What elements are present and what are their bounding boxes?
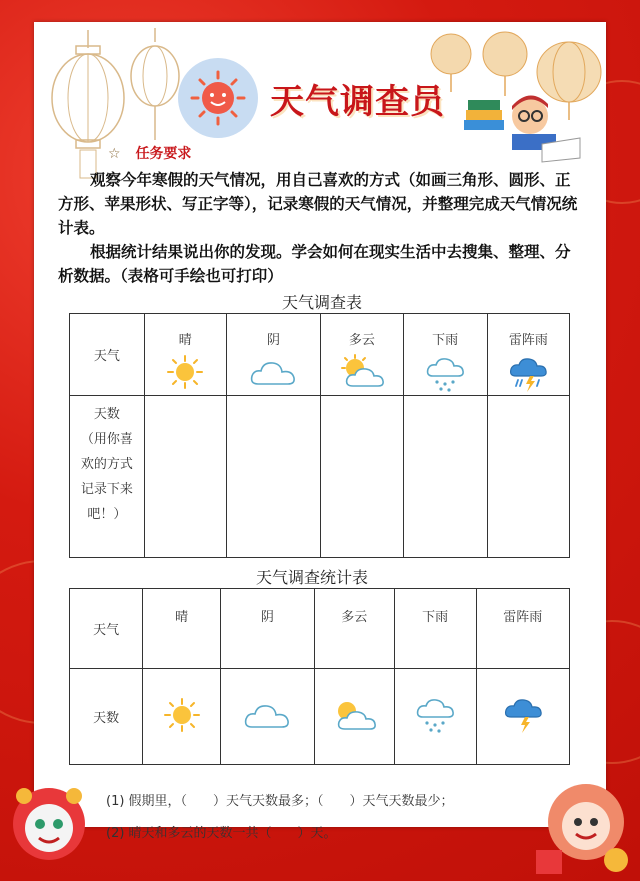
record-cell-sunny[interactable] <box>144 396 226 558</box>
col-partly-cloudy: 多云 <box>314 589 394 669</box>
rain-icon <box>425 354 465 394</box>
partly-cloudy-icon <box>331 697 377 733</box>
rain-icon <box>415 695 455 735</box>
record-cell-partly-cloudy[interactable] <box>321 396 404 558</box>
boy-reading-illustration <box>462 84 582 164</box>
sun-icon <box>165 354 205 390</box>
stat-cell-sunny[interactable] <box>143 669 221 765</box>
sun-badge <box>178 58 258 138</box>
col-rain: 下雨 <box>394 589 476 669</box>
instruction-paragraph-2: 根据统计结果说出你的发现。学会如何在现实生活中去搜集、整理、分析数据。（表格可手绘也可打印） <box>58 243 571 285</box>
title-area <box>178 58 478 138</box>
task-heading <box>108 143 191 163</box>
thunderstorm-icon <box>508 354 548 394</box>
col-rain: 下雨 <box>403 314 487 396</box>
col-cloudy: 阴 <box>221 589 315 669</box>
row-label-weather: 天气 <box>70 314 145 396</box>
stat-cell-thunderstorm[interactable] <box>476 669 569 765</box>
row-label-days: 天数 （用你喜 欢的方式 记录下来 吧！） <box>70 396 145 558</box>
lion-dance-icon <box>526 770 636 880</box>
question-2: (2) 晴天和多云的天数一共（ ）天。 <box>106 826 337 841</box>
row-label-days: 天数 <box>70 669 143 765</box>
task-label: 任务要求 <box>135 146 192 162</box>
weather-statistics-table <box>69 588 570 765</box>
col-cloudy: 阴 <box>226 314 320 396</box>
star-icon: ☆ <box>108 146 121 162</box>
table2-title: 天气调查统计表 <box>256 568 369 587</box>
stat-cell-cloudy[interactable] <box>221 669 315 765</box>
stat-cell-partly-cloudy[interactable] <box>314 669 394 765</box>
stat-cell-rain[interactable] <box>394 669 476 765</box>
lantern-icon <box>128 28 182 148</box>
thunderstorm-icon <box>503 695 543 735</box>
instruction-paragraph-1: 观察今年寒假的天气情况，用自己喜欢的方式（如画三角形、圆形、正方形、苹果形状、写正字等），记录寒假的天气情况，并整理完成天气情况统计表。 <box>58 171 578 237</box>
col-partly-cloudy: 多云 <box>321 314 404 396</box>
question-1: (1) 假期里，（ ）天气天数最多；（ ）天气天数最少； <box>106 794 454 809</box>
record-cell-thunderstorm[interactable] <box>487 396 569 558</box>
col-thunderstorm: 雷阵雨 <box>487 314 569 396</box>
col-sunny: 晴 <box>144 314 226 396</box>
cloud-icon <box>248 354 298 390</box>
row-label-weather: 天气 <box>70 589 143 669</box>
sun-icon <box>162 697 202 733</box>
partly-cloudy-icon <box>339 354 385 390</box>
col-thunderstorm: 雷阵雨 <box>476 589 569 669</box>
page-title: 天气调查员 <box>270 82 445 122</box>
record-cell-rain[interactable] <box>403 396 487 558</box>
record-cell-cloudy[interactable] <box>226 396 320 558</box>
col-sunny: 晴 <box>143 589 221 669</box>
smiling-sun-icon <box>178 58 258 138</box>
table1-title: 天气调查表 <box>282 293 363 312</box>
weather-survey-table <box>69 313 570 558</box>
lion-dance-icon <box>4 776 94 876</box>
lantern-icon <box>48 30 128 190</box>
cloud-icon <box>242 697 292 733</box>
